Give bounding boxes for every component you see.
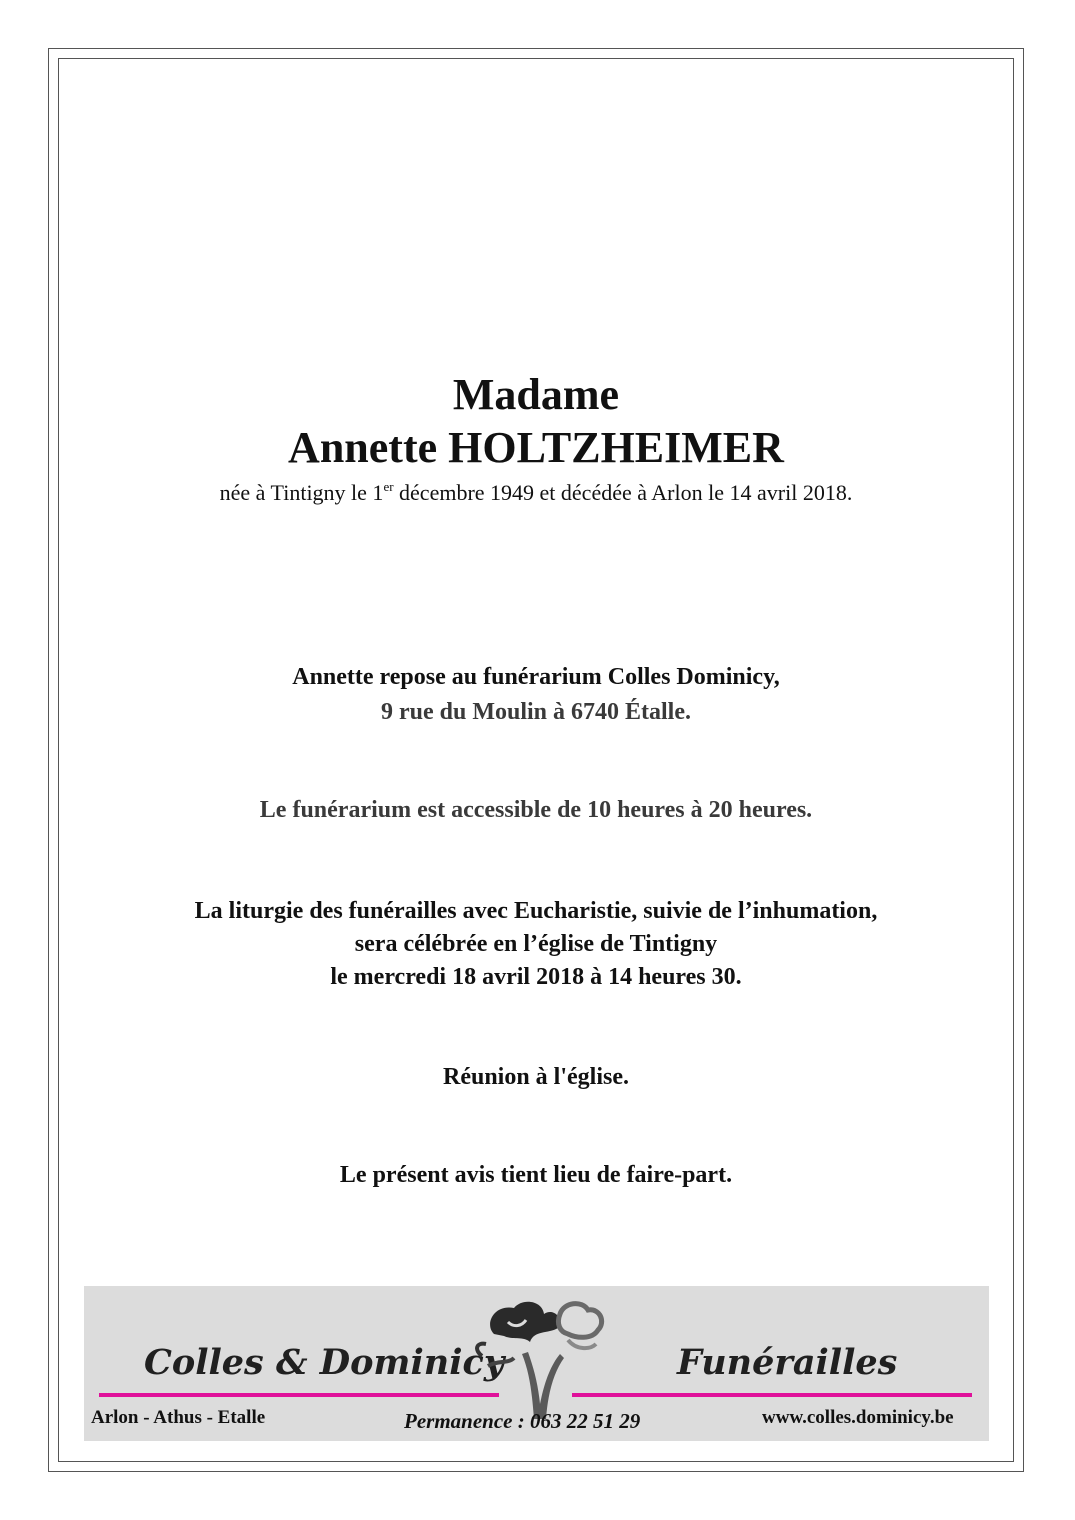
website-url: www.colles.dominicy.be	[762, 1407, 954, 1428]
brand-right: Funérailles	[677, 1342, 898, 1383]
birth-death-dates: née à Tintigny le 1er décembre 1949 et décédée à Arlon le 14 avril 2018.	[219, 479, 853, 505]
locations: Arlon - Athus - Etalle	[91, 1407, 266, 1428]
faire-part-note: Le présent avis tient lieu de faire-part.	[339, 1162, 733, 1188]
accent-line-left	[99, 1393, 499, 1397]
inner-border	[58, 58, 1014, 1462]
access-hours: Le funérarium est accessible de 10 heures à 20 heures.	[259, 797, 813, 823]
deceased-name: Annette HOLTZHEIMER	[288, 423, 784, 472]
liturgy-line-3: le mercredi 18 avril 2018 à 14 heures 30.	[330, 964, 742, 990]
liturgy-line-2: sera célébrée en l’église de Tintigny	[354, 931, 718, 957]
repose-line-2: 9 rue du Moulin à 6740 Étalle.	[380, 699, 692, 725]
permanence-phone: Permanence : 063 22 51 29	[404, 1409, 641, 1433]
brand-left: Colles & Dominicy	[144, 1342, 505, 1383]
liturgy-line-1: La liturgie des funérailles avec Eucharistie, suivie de l’inhumation,	[194, 898, 878, 924]
repose-line-1: Annette repose au funérarium Colles Dominicy,	[292, 664, 780, 690]
reunion-note: Réunion à l'église.	[442, 1064, 629, 1090]
honorific: Madame	[452, 370, 620, 419]
funeral-home-banner	[84, 1286, 989, 1441]
accent-line-right	[572, 1393, 972, 1397]
